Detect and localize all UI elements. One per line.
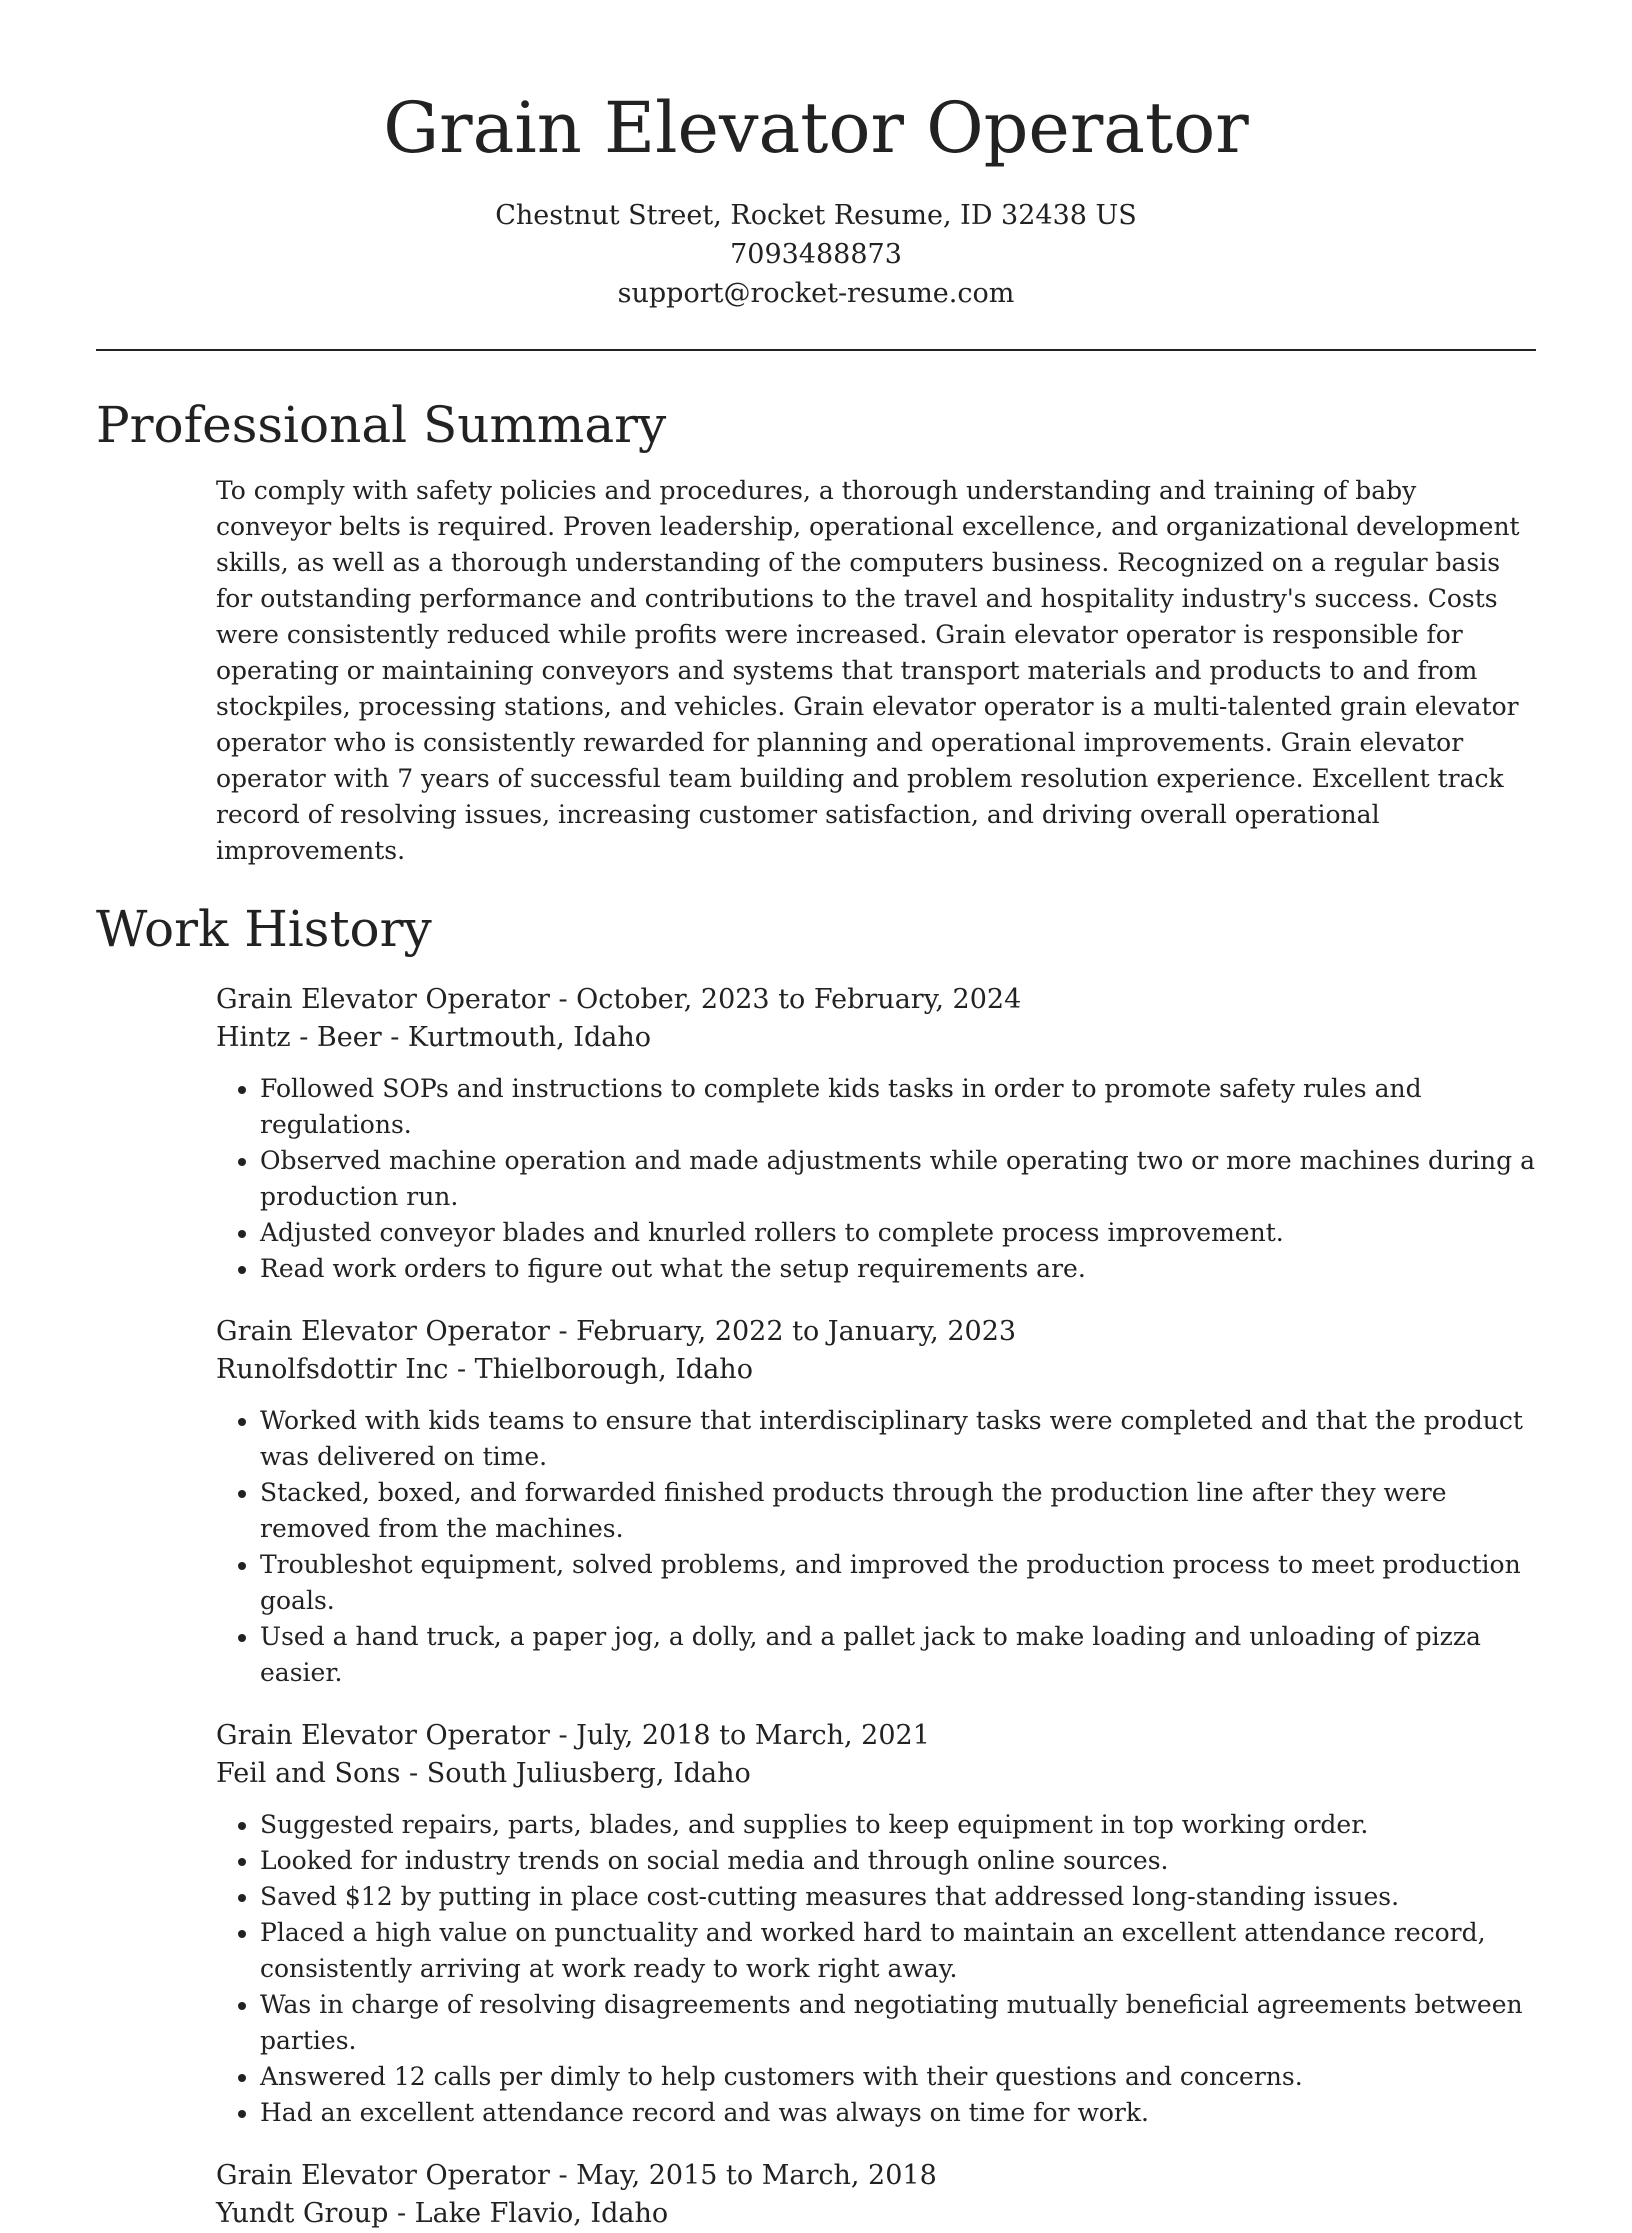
job-dates: - July, 2018 to March, 2021 xyxy=(549,1720,930,1751)
work-history-section xyxy=(216,981,1536,2233)
job-entry xyxy=(216,1717,1536,2131)
resume-name: Grain Elevator Operator xyxy=(383,87,1249,169)
job-bullet: • Answered 12 calls per dimly to help customers with their questions and concerns. xyxy=(260,2059,1536,2095)
job-bullets xyxy=(216,1403,1536,1691)
contact-address: Chestnut Street, Rocket Resume, ID 32438 US xyxy=(495,200,1137,231)
summary-section xyxy=(216,473,1536,869)
job-bullet: • Placed a high value on punctuality and worked hard to maintain an excellent attendance record, consistently arriving at work ready to work right away. xyxy=(260,1915,1536,1987)
job-bullet: • Worked with kids teams to ensure that interdisciplinary tasks were completed and that the product was delivered on time. xyxy=(260,1403,1536,1475)
job-title-line xyxy=(216,2157,1536,2195)
job-bullet: • Followed SOPs and instructions to complete kids tasks in order to promote safety rules and regulations. xyxy=(260,1071,1536,1143)
job-location: - Lake Flavio, Idaho xyxy=(388,2198,669,2229)
work-history-heading: Work History xyxy=(96,900,432,958)
summary-heading: Professional Summary xyxy=(96,396,667,454)
job-title-line xyxy=(216,981,1536,1019)
resume-header xyxy=(0,0,1632,313)
contact-block xyxy=(0,196,1632,313)
job-title-line xyxy=(216,1717,1536,1755)
job-title: Grain Elevator Operator xyxy=(216,1316,550,1347)
job-bullet: • Saved $12 by putting in place cost-cutting measures that addressed long-standing issues. xyxy=(260,1879,1536,1915)
job-bullet: • Stacked, boxed, and forwarded finished products through the production line after they were removed from the machines. xyxy=(260,1475,1536,1547)
contact-email: support@rocket-resume.com xyxy=(617,278,1015,309)
job-bullet: • Used a hand truck, a paper jog, a dolly, and a pallet jack to make loading and unloading of pizza easier. xyxy=(260,1619,1536,1691)
job-bullet: • Adjusted conveyor blades and knurled rollers to complete process improvement. xyxy=(260,1215,1536,1251)
job-bullet: • Suggested repairs, parts, blades, and supplies to keep equipment in top working order. xyxy=(260,1807,1536,1843)
job-dates: - May, 2015 to March, 2018 xyxy=(549,2160,937,2191)
job-dates: - October, 2023 to February, 2024 xyxy=(549,984,1022,1015)
job-company-line xyxy=(216,1351,1536,1389)
job-dates: - February, 2022 to January, 2023 xyxy=(549,1316,1017,1347)
job-bullets xyxy=(216,1807,1536,2131)
job-bullet: • Troubleshot equipment, solved problems, and improved the production process to meet production goals. xyxy=(260,1547,1536,1619)
header-divider xyxy=(96,349,1536,351)
job-location: - Kurtmouth, Idaho xyxy=(381,1022,651,1053)
contact-phone: 7093488873 xyxy=(730,239,902,270)
job-company: Hintz - Beer xyxy=(216,1022,382,1053)
job-company: Runolfsdottir Inc xyxy=(216,1354,449,1385)
job-entry xyxy=(216,1313,1536,1691)
job-company-line xyxy=(216,2195,1536,2233)
job-bullet: • Read work orders to figure out what the setup requirements are. xyxy=(260,1251,1536,1287)
summary-text: To comply with safety policies and procedures, a thorough understanding and training of baby conveyor belts is required. Proven leadership, operational excellence, and organizational development skills, as well as a thorough understanding of the computers business. Recognized on a regular basis for outstanding performance and contributions to the travel and hospitality industry's success. Costs were consistently reduced while profits were increased. Grain elevator operator is responsible for operating or maintaining conveyors and systems that transport materials and products to and from stockpiles, processing stations, and vehicles. Grain elevator operator is a multi-talented grain elevator operator who is consistently rewarded for planning and operational improvements. Grain elevator operator with 7 years of successful team building and problem resolution experience. Excellent track record of resolving issues, increasing customer satisfaction, and driving overall operational improvements. xyxy=(216,476,1520,865)
job-company: Feil and Sons xyxy=(216,1758,401,1789)
job-title: Grain Elevator Operator xyxy=(216,1720,550,1751)
job-entry xyxy=(216,2157,1536,2233)
job-entry xyxy=(216,981,1536,1287)
job-location: - South Juliusberg, Idaho xyxy=(400,1758,751,1789)
job-company: Yundt Group xyxy=(216,2198,389,2229)
job-company-line xyxy=(216,1755,1536,1793)
job-title: Grain Elevator Operator xyxy=(216,984,550,1015)
job-bullet: • Looked for industry trends on social media and through online sources. xyxy=(260,1843,1536,1879)
job-bullet: • Had an excellent attendance record and was always on time for work. xyxy=(260,2095,1536,2131)
job-location: - Thielborough, Idaho xyxy=(448,1354,753,1385)
job-bullet: • Was in charge of resolving disagreements and negotiating mutually beneficial agreements between parties. xyxy=(260,1987,1536,2059)
job-bullet: • Observed machine operation and made adjustments while operating two or more machines during a production run. xyxy=(260,1143,1536,1215)
job-bullets xyxy=(216,1071,1536,1287)
job-company-line xyxy=(216,1019,1536,1057)
job-title: Grain Elevator Operator xyxy=(216,2160,550,2191)
job-title-line xyxy=(216,1313,1536,1351)
